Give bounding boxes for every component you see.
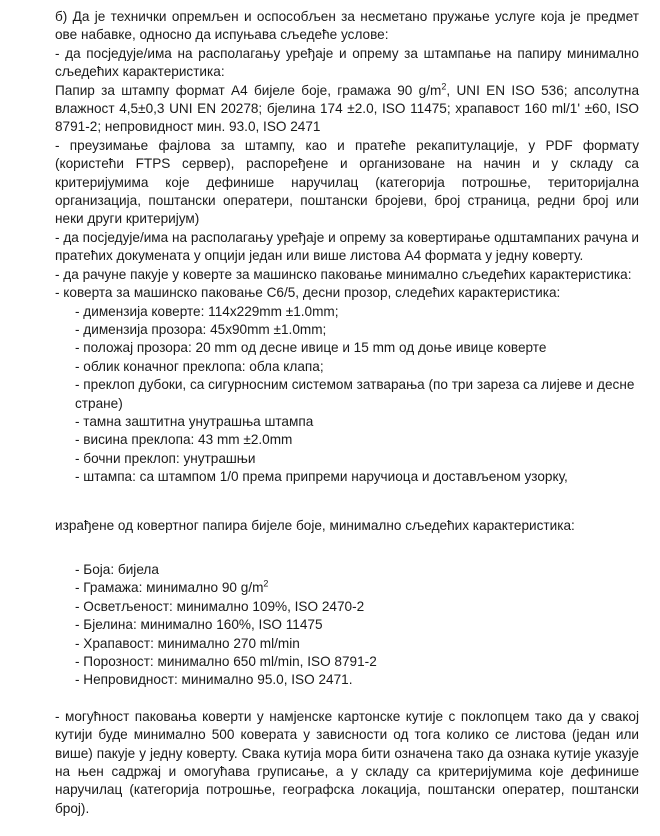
file-download-paragraph: - преузимање фајлова за штампу, као и пратеће рекапитулације, у PDF формату (користећи FTPS сервер), распоређене и организоване на начин и у складу са критеријумима које дефинише наручилац (категорија потрошње, територијална организација, поштански оператери, поштански бројеви, број страница, редни број или неки други критеријум) — [55, 137, 639, 227]
list-item: - штампа: са штампом 1/0 према припреми наручиоца и достављеном узорку, — [75, 469, 568, 485]
list-item: - Боја: бијела — [75, 561, 159, 577]
list-item: - Порозност: минимално 650 ml/min, ISO 8791-2 — [75, 654, 377, 669]
list-item: - Храпавост: минимално 270 ml/min — [75, 635, 300, 651]
list-item: - димензија прозора: 45x90mm ±1.0mm; — [75, 321, 327, 337]
list-item — [75, 579, 639, 597]
list-item: - тамна заштитна унутрашња штампа — [75, 413, 314, 429]
weight-superscript: 2 — [263, 578, 269, 589]
boxes-paragraph: - могућност паковања коверти у намјенске картонске кутије с поклопцем тако да у свакој кутији буде минимално 500 коверата у зависности од тога колико се листова (један или више) пакује у једну коверту. Свака кутија мора бити означена тако да ознака кутије указује на њен садржај и омогућава груписање, а у складу са критеријумима које дефинише наручилац (категорија потрошње, географска локација, поштански оператер, поштански број). — [55, 708, 639, 816]
list-item: - димензија коверте: 114x229mm ±1.0mm; — [75, 303, 339, 319]
list-item: - висина преклопа: 43 mm ±2.0mm — [75, 432, 293, 448]
list-item: - облик коначног преклопа: обла клапа; — [75, 358, 324, 374]
envelope-paper-title: израђене од ковертног папира бијеле боје, минимално сљедећих карактеристика: — [55, 517, 575, 533]
list-item: - положај прозора: 20 mm од десне ивице и 15 mm од доње ивице коверте — [75, 340, 547, 356]
envelope-spec-list — [55, 303, 639, 487]
paper-spec-text-rest: , UNI EN ISO 536; апсолутна влажност 4,5±0,3 UNI EN 20278; бјелина 174 ±2.0, ISO 11475; храпавост 160 ml/1' ±60, ISO 8791-2; непровидност мин. 93.0, ISO 2471 — [55, 82, 639, 135]
envelope-paper-list — [55, 561, 639, 690]
paper-spec-text: Папир за штампу формат А4 бијеле боје, грамажа 90 g/m — [55, 82, 442, 98]
paper-spec-superscript: 2 — [441, 81, 447, 92]
envelope-equipment-paragraph: - да посједује/има на располагању уређаје и опрему за ковертирање одштампаних рачуна и пратећих докумената у опцији један или више листова А4 формата у једну коверту. — [55, 229, 639, 264]
list-item: - Непровидност: минимално 95.0, ISO 2471. — [75, 672, 353, 688]
weight-text: - Грамажа: минимално 90 g/m — [75, 580, 264, 596]
paper-spec-paragraph — [55, 82, 639, 137]
envelope-title: - коверта за машинско паковање С6/5, десни прозор, следећих карактеристика: — [55, 285, 561, 301]
list-item: - Бјелина: минимално 160%, ISO 11475 — [75, 617, 323, 633]
list-item: - Осветљеност: минимално 109%, ISO 2470-2 — [75, 598, 365, 614]
intro-paragraph: б) Да је технички опремљен и оспособљен за несметано пружање услуге која је предмет ове набавке, односно да испуњава сљедеће услове: — [55, 9, 639, 43]
document-body — [55, 8, 639, 818]
printing-requirement: - да посједује/има на располагању уређаје и опрему за штампање на папиру минимално сљедећих карактеристика: — [55, 45, 639, 80]
list-item: - бочни преклоп: унутрашњи — [75, 450, 256, 466]
packing-paragraph: - да рачуне пакује у коверте за машинско паковање минимално сљедећих карактеристика: — [55, 266, 632, 282]
list-item: - преклоп дубоки, са сигурносним системом затварања (по три зареза са лијеве и десне стране) — [75, 377, 635, 411]
